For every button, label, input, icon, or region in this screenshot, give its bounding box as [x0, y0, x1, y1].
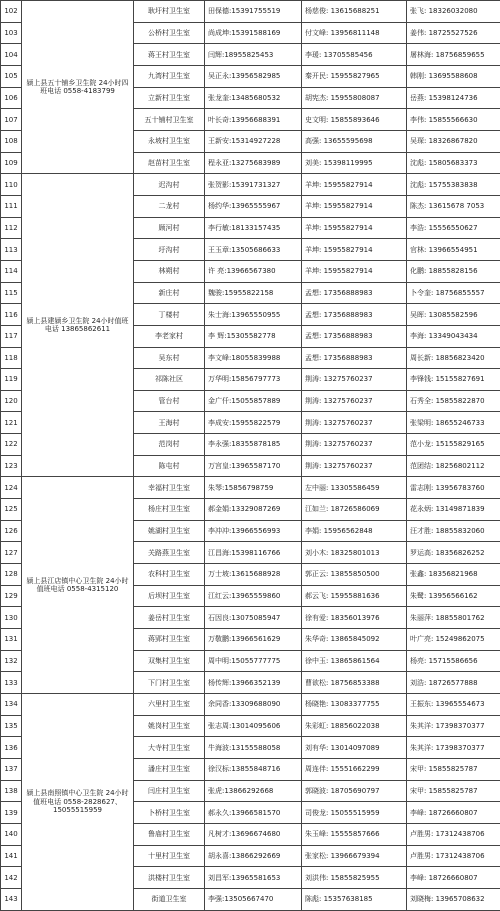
- clinic-name: 十里村卫生室: [134, 845, 205, 867]
- doctor-contact: 张贺影:15391731327: [205, 174, 302, 196]
- row-number: 137: [1, 758, 22, 780]
- clinic-name: 蒋郢村卫生室: [134, 629, 205, 651]
- staff-contact-2: 李伟: 15855566630: [407, 109, 500, 131]
- doctor-contact: 余同香:13309688090: [205, 694, 302, 716]
- row-number: 125: [1, 499, 22, 521]
- clinic-name: 二龙村: [134, 195, 205, 217]
- row-number: 135: [1, 715, 22, 737]
- clinic-name: 潘庄村卫生室: [134, 758, 205, 780]
- doctor-contact: 魏骏:15955822158: [205, 282, 302, 304]
- staff-contact-1: 杨慈俊: 13615688251: [302, 1, 407, 23]
- staff-contact-2: 卜令奎: 18756855557: [407, 282, 500, 304]
- doctor-contact: 李冲冲:13966556993: [205, 520, 302, 542]
- town-hospital-cell: 颍上县江店镇中心卫生院 24小时值班电话 0558-4315120: [22, 477, 134, 694]
- staff-contact-1: 孟想: 17356888983: [302, 282, 407, 304]
- clinic-name: 鲁庙村卫生室: [134, 823, 205, 845]
- row-number: 106: [1, 87, 22, 109]
- clinic-name: 陈屯村: [134, 455, 205, 477]
- clinic-name: 姚岗村卫生室: [134, 715, 205, 737]
- clinic-name: 街道卫生室: [134, 888, 205, 910]
- doctor-contact: 郝金娟:13329087269: [205, 499, 302, 521]
- staff-contact-2: 叶广亮: 15249862075: [407, 629, 500, 651]
- clinic-name: 立新村卫生室: [134, 87, 205, 109]
- row-number: 132: [1, 650, 22, 672]
- doctor-contact: 朱琴:15856798759: [205, 477, 302, 499]
- clinic-name: 李老家村: [134, 325, 205, 347]
- row-number: 129: [1, 585, 22, 607]
- staff-contact-1: 荆涛: 13275760237: [302, 390, 407, 412]
- clinic-name: 赵苗村卫生室: [134, 152, 205, 174]
- staff-contact-1: 张家松: 13966679394: [302, 845, 407, 867]
- staff-contact-1: 徐有爱: 18356013976: [302, 607, 407, 629]
- staff-contact-1: 孟想: 17356888983: [302, 304, 407, 326]
- staff-contact-1: 高强: 13655595698: [302, 130, 407, 152]
- staff-contact-2: 沈彪: 15755383838: [407, 174, 500, 196]
- staff-contact-2: 张飞: 18326032080: [407, 1, 500, 23]
- clinic-name: 九湾村卫生室: [134, 65, 205, 87]
- row-number: 114: [1, 260, 22, 282]
- staff-contact-1: 李娟: 15956562848: [302, 520, 407, 542]
- row-number: 131: [1, 629, 22, 651]
- clinic-name: 下门村卫生室: [134, 672, 205, 694]
- staff-contact-1: 史文明: 15855893646: [302, 109, 407, 131]
- doctor-contact: 田保德:15391755519: [205, 1, 302, 23]
- clinic-name: 范岗村: [134, 434, 205, 456]
- staff-contact-1: 郝云飞: 15955881636: [302, 585, 407, 607]
- staff-contact-1: 胡宪杰: 15955808087: [302, 87, 407, 109]
- doctor-contact: 许 亮:13966567380: [205, 260, 302, 282]
- doctor-contact: 周中明:15055777775: [205, 650, 302, 672]
- row-number: 104: [1, 44, 22, 66]
- staff-contact-2: 化鹏: 18855828156: [407, 260, 500, 282]
- staff-contact-1: 羊坤: 15955827914: [302, 195, 407, 217]
- staff-contact-1: 孟想: 17356888983: [302, 325, 407, 347]
- row-number: 139: [1, 802, 22, 824]
- doctor-contact: 尚成坤:15391588169: [205, 22, 302, 44]
- row-number: 111: [1, 195, 22, 217]
- staff-contact-2: 李峰: 18726660807: [407, 802, 500, 824]
- row-number: 112: [1, 217, 22, 239]
- row-number: 118: [1, 347, 22, 369]
- clinic-name: 农科村卫生室: [134, 564, 205, 586]
- row-number: 143: [1, 888, 22, 910]
- staff-contact-1: 徐中玉: 13865861564: [302, 650, 407, 672]
- town-hospital-cell: 颍上县五十铺乡卫生院 24小时四班电话 0558-4183799: [22, 1, 134, 174]
- row-number: 142: [1, 867, 22, 889]
- row-number: 115: [1, 282, 22, 304]
- row-number: 107: [1, 109, 22, 131]
- clinic-name: 大寺村卫生室: [134, 737, 205, 759]
- doctor-contact: 李 辉:15305582778: [205, 325, 302, 347]
- row-number: 141: [1, 845, 22, 867]
- clinic-name: 洪楼村卫生室: [134, 867, 205, 889]
- row-number: 102: [1, 1, 22, 23]
- doctor-contact: 李行敏:18133157435: [205, 217, 302, 239]
- doctor-contact: 杨传辉:13966352139: [205, 672, 302, 694]
- row-number: 110: [1, 174, 22, 196]
- row-number: 126: [1, 520, 22, 542]
- staff-contact-1: 羊坤: 15955827914: [302, 174, 407, 196]
- staff-contact-1: 孟想: 17356888983: [302, 347, 407, 369]
- staff-contact-1: 荆涛: 13275760237: [302, 369, 407, 391]
- doctor-contact: 闫辉:18955825453: [205, 44, 302, 66]
- staff-contact-2: 杨亮: 15715586656: [407, 650, 500, 672]
- staff-contact-1: 朱玉峰: 15555857666: [302, 823, 407, 845]
- doctor-contact: 徐汉标:13855848716: [205, 758, 302, 780]
- row-number: 121: [1, 412, 22, 434]
- doctor-contact: 万宫皇:13965587170: [205, 455, 302, 477]
- doctor-contact: 胡永喜:13866292669: [205, 845, 302, 867]
- staff-contact-2: 朱其洋: 17398370377: [407, 737, 500, 759]
- doctor-contact: 郝永久:13966581570: [205, 802, 302, 824]
- doctor-contact: 李强:13505667470: [205, 888, 302, 910]
- table-row: [1, 1, 500, 23]
- staff-contact-2: 陈杰: 13615678 7053: [407, 195, 500, 217]
- row-number: 134: [1, 694, 22, 716]
- staff-contact-1: 李瑗: 13705585456: [302, 44, 407, 66]
- staff-contact-2: 花永炳: 13149871839: [407, 499, 500, 521]
- staff-contact-1: 荆涛: 13275760237: [302, 434, 407, 456]
- clinic-name: 闫庄村卫生室: [134, 780, 205, 802]
- doctor-contact: 程永亚:13275683989: [205, 152, 302, 174]
- clinic-name: 姚湖村卫生室: [134, 520, 205, 542]
- staff-contact-2: 岳燕: 15398124736: [407, 87, 500, 109]
- staff-contact-2: 周长新: 18856823420: [407, 347, 500, 369]
- staff-contact-1: 刘洪伟: 15855825955: [302, 867, 407, 889]
- staff-contact-2: 宋甲: 15855825787: [407, 780, 500, 802]
- row-number: 113: [1, 239, 22, 261]
- staff-contact-2: 雷志刚: 13956783760: [407, 477, 500, 499]
- doctor-contact: 杨约华:13965555967: [205, 195, 302, 217]
- staff-contact-1: 郭正云: 13855850500: [302, 564, 407, 586]
- staff-contact-2: 汪才胜: 18855832060: [407, 520, 500, 542]
- staff-contact-1: 付文峰: 13956811148: [302, 22, 407, 44]
- staff-contact-2: 宋甲: 15855825787: [407, 758, 500, 780]
- doctor-contact: 张志周:13014095606: [205, 715, 302, 737]
- clinic-name: 永坡村卫生室: [134, 130, 205, 152]
- staff-contact-1: 司俊龙: 15055515959: [302, 802, 407, 824]
- staff-contact-2: 屠林海: 18756859655: [407, 44, 500, 66]
- clinic-name: 吴东村: [134, 347, 205, 369]
- staff-contact-1: 朱彩虹: 18856022038: [302, 715, 407, 737]
- row-number: 120: [1, 390, 22, 412]
- doctor-contact: 叶长奇:13956688391: [205, 109, 302, 131]
- doctor-contact: 江昌海:15398116766: [205, 542, 302, 564]
- clinic-name: 关路燕卫生室: [134, 542, 205, 564]
- staff-contact-2: 李海: 13349043434: [407, 325, 500, 347]
- doctor-contact: 王新安:15314927228: [205, 130, 302, 152]
- clinic-name: 丁楼村: [134, 304, 205, 326]
- staff-contact-2: 刘浩: 18726577888: [407, 672, 500, 694]
- clinic-name: 林朔村: [134, 260, 205, 282]
- staff-contact-1: 羊坤: 15955827914: [302, 217, 407, 239]
- staff-contact-2: 石秀全: 15855822870: [407, 390, 500, 412]
- row-number: 136: [1, 737, 22, 759]
- row-number: 108: [1, 130, 22, 152]
- row-number: 122: [1, 434, 22, 456]
- clinic-name: 管台村: [134, 390, 205, 412]
- doctor-contact: 石因良:13075085947: [205, 607, 302, 629]
- clinic-name: 双集村卫生室: [134, 650, 205, 672]
- clinic-name: 杨庄村卫生室: [134, 499, 205, 521]
- clinic-name: 祁陈社区: [134, 369, 205, 391]
- doctor-contact: 吴正永:13956582985: [205, 65, 302, 87]
- staff-contact-1: 左中丽: 13305586459: [302, 477, 407, 499]
- row-number: 109: [1, 152, 22, 174]
- staff-contact-2: 朱丽萍: 18855801762: [407, 607, 500, 629]
- staff-contact-2: 王振东: 13965554673: [407, 694, 500, 716]
- doctor-contact: 李成安:15955822579: [205, 412, 302, 434]
- doctor-contact: 王玉章:13505686633: [205, 239, 302, 261]
- staff-contact-2: 卢胜男: 17312438706: [407, 845, 500, 867]
- town-hospital-cell: 颍上县南照镇中心卫生院 24小时值班电话 0558-2828627、15055515959: [22, 694, 134, 911]
- staff-contact-2: 吴琛: 18326867820: [407, 130, 500, 152]
- row-number: 130: [1, 607, 22, 629]
- clinic-name: 新庄村: [134, 282, 205, 304]
- staff-contact-1: 周连伴: 15551662299: [302, 758, 407, 780]
- staff-contact-1: 刘美: 15398119995: [302, 152, 407, 174]
- clinic-name: 公桥村卫生室: [134, 22, 205, 44]
- staff-contact-1: 郭晓波: 18705690797: [302, 780, 407, 802]
- doctor-contact: 牛海波:13155588058: [205, 737, 302, 759]
- doctor-contact: 张虎:13866292668: [205, 780, 302, 802]
- table-row: [1, 174, 500, 196]
- row-number: 103: [1, 22, 22, 44]
- doctor-contact: 凡树才:13696674680: [205, 823, 302, 845]
- staff-contact-1: 秦开民: 15955827965: [302, 65, 407, 87]
- staff-contact-1: 杨晓艳: 13083377755: [302, 694, 407, 716]
- clinic-name: 蒋王村卫生室: [134, 44, 205, 66]
- clinic-name: 后坝村卫生室: [134, 585, 205, 607]
- table-row: [1, 477, 500, 499]
- staff-contact-2: 李锋钱: 15155827691: [407, 369, 500, 391]
- row-number: 124: [1, 477, 22, 499]
- clinic-name: 迟沟村: [134, 174, 205, 196]
- row-number: 105: [1, 65, 22, 87]
- staff-contact-1: 曹欲松: 18756853388: [302, 672, 407, 694]
- staff-contact-2: 沈彪: 15805683373: [407, 152, 500, 174]
- clinic-name: 幸福村卫生室: [134, 477, 205, 499]
- row-number: 127: [1, 542, 22, 564]
- doctor-contact: 江红云:13965559860: [205, 585, 302, 607]
- staff-contact-1: 江如兰: 18726586069: [302, 499, 407, 521]
- clinic-name: 卜桥村卫生室: [134, 802, 205, 824]
- clinic-name: 王海村: [134, 412, 205, 434]
- doctor-contact: 李文峰:18055839988: [205, 347, 302, 369]
- staff-contact-2: 刘晓梅: 13965708632: [407, 888, 500, 910]
- clinic-name: 姜岳村卫生室: [134, 607, 205, 629]
- town-hospital-cell: 颍上县建颍乡卫生院 24小时值班电话 13865862611: [22, 174, 134, 477]
- doctor-contact: 朱士海:13965550955: [205, 304, 302, 326]
- doctor-contact: 万士坡:13615688928: [205, 564, 302, 586]
- staff-contact-2: 吴晖: 13085582596: [407, 304, 500, 326]
- staff-contact-2: 李峰: 18726660807: [407, 867, 500, 889]
- staff-contact-2: 张鑫: 18356821968: [407, 564, 500, 586]
- doctor-contact: 万华明:15856797773: [205, 369, 302, 391]
- doctor-contact: 刘昌军:13965581653: [205, 867, 302, 889]
- staff-contact-2: 罗运高: 18356826252: [407, 542, 500, 564]
- row-number: 123: [1, 455, 22, 477]
- staff-contact-2: 卢胜男: 17312438706: [407, 823, 500, 845]
- doctor-contact: 万敬鹏:13966561629: [205, 629, 302, 651]
- row-number: 138: [1, 780, 22, 802]
- staff-contact-2: 范小龙: 15155829165: [407, 434, 500, 456]
- staff-contact-1: 荆涛: 13275760237: [302, 455, 407, 477]
- staff-contact-1: 羊坤: 15955827914: [302, 239, 407, 261]
- doctor-contact: 李永强:18355878185: [205, 434, 302, 456]
- staff-contact-2: 姜伟: 18725527526: [407, 22, 500, 44]
- staff-contact-1: 羊坤: 15955827914: [302, 260, 407, 282]
- staff-contact-2: 朱其洋: 17398370377: [407, 715, 500, 737]
- staff-contact-1: 刘小木: 18325801013: [302, 542, 407, 564]
- clinic-name: 耿圩村卫生室: [134, 1, 205, 23]
- doctor-contact: 张龙奎:13485680532: [205, 87, 302, 109]
- clinic-name: 圩沟村: [134, 239, 205, 261]
- staff-contact-1: 刘有华: 13014097089: [302, 737, 407, 759]
- row-number: 117: [1, 325, 22, 347]
- staff-contact-2: 范团结: 18256802112: [407, 455, 500, 477]
- row-number: 140: [1, 823, 22, 845]
- row-number: 133: [1, 672, 22, 694]
- staff-contact-2: 张梁明: 18655246733: [407, 412, 500, 434]
- staff-contact-1: 陈彪: 15357638185: [302, 888, 407, 910]
- staff-contact-1: 荆涛: 13275760237: [302, 412, 407, 434]
- clinic-name: 五十铺村卫生室: [134, 109, 205, 131]
- row-number: 116: [1, 304, 22, 326]
- table-row: [1, 694, 500, 716]
- clinic-name: 顾河村: [134, 217, 205, 239]
- clinic-name: 六里村卫生室: [134, 694, 205, 716]
- staff-contact-1: 朱华奇: 13865845092: [302, 629, 407, 651]
- staff-contact-2: 朱鹭: 13956566162: [407, 585, 500, 607]
- row-number: 128: [1, 564, 22, 586]
- staff-contact-2: 韩刚: 13695588608: [407, 65, 500, 87]
- staff-contact-2: 官林: 13966554951: [407, 239, 500, 261]
- staff-contact-2: 李浩: 15556550627: [407, 217, 500, 239]
- doctor-contact: 金广仟:15055857889: [205, 390, 302, 412]
- row-number: 119: [1, 369, 22, 391]
